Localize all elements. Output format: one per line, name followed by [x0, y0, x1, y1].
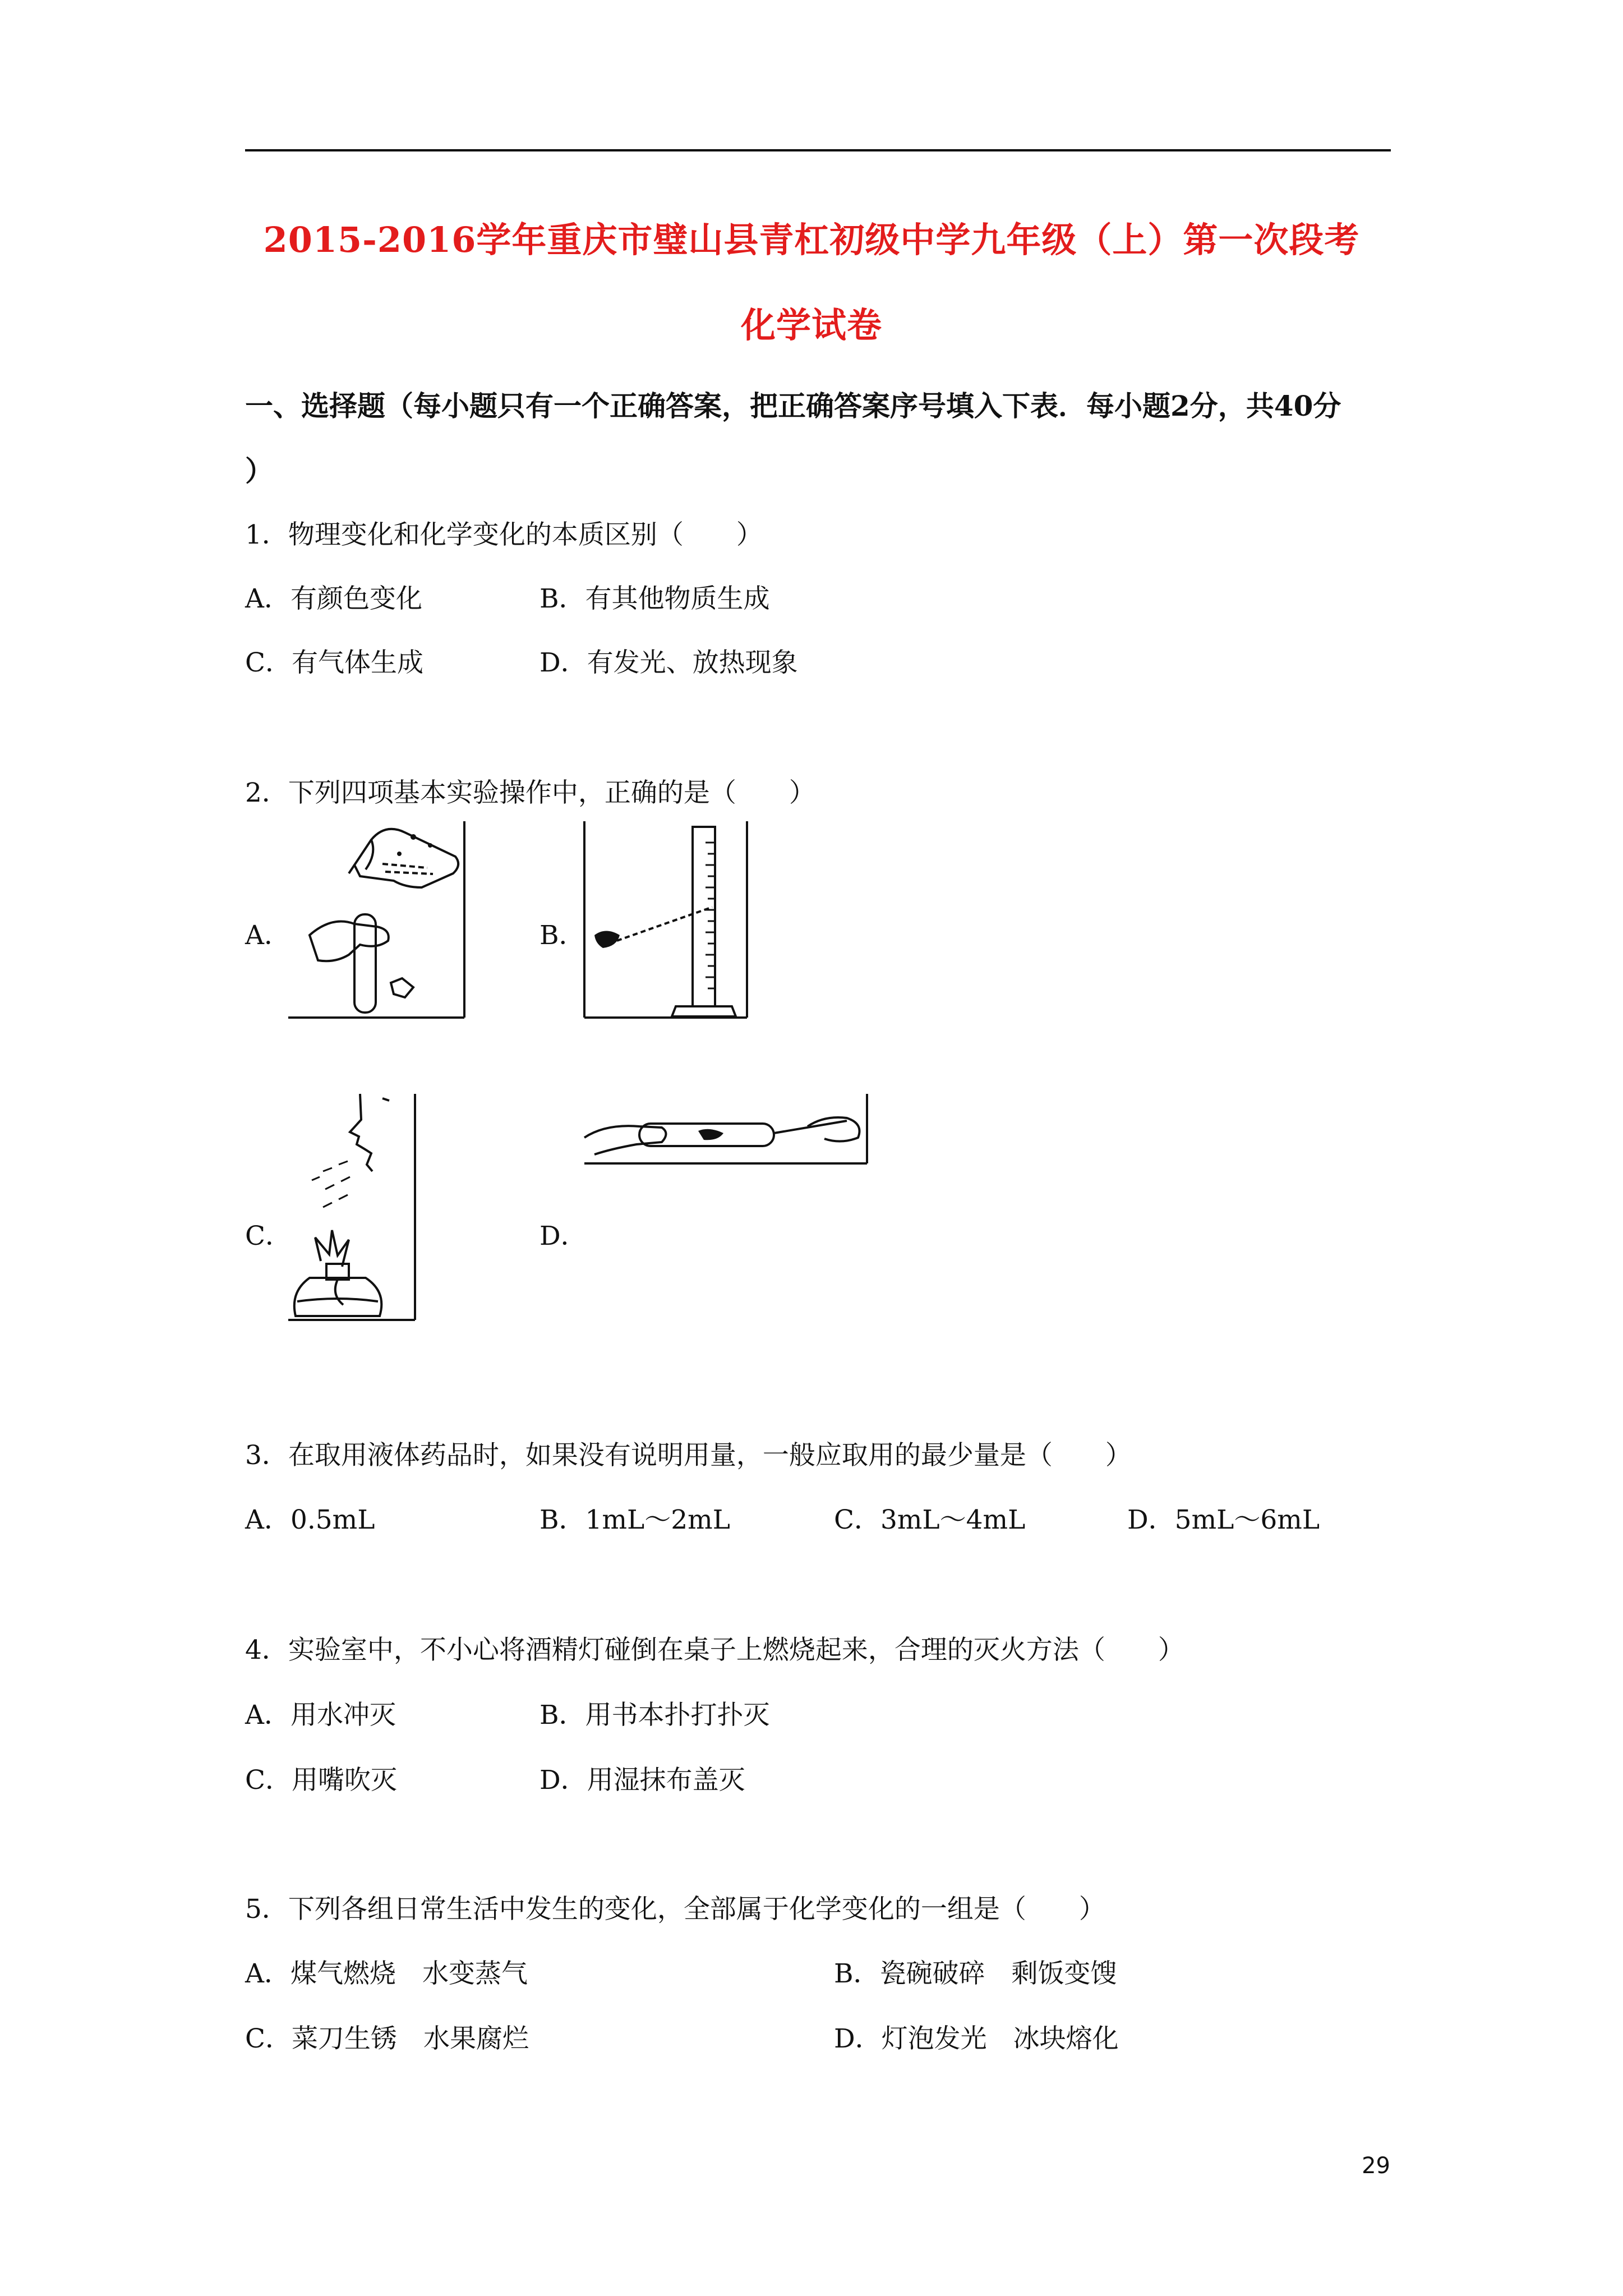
question-2-option-a: A．	[245, 920, 291, 951]
question-3-option-c: C．3mL～4mL	[834, 1504, 1026, 1535]
question-2-option-b: B．	[540, 920, 585, 951]
question-2-stem: 2．下列四项基本实验操作中，正确的是（ ）	[245, 777, 815, 808]
section-heading: 一、选择题（每小题只有一个正确答案，把正确答案序号填入下表．每小题2分，共40分	[245, 389, 1341, 422]
blowing-out-alcohol-lamp-figure	[287, 1093, 417, 1323]
question-5-option-b: B．瓷碗破碎 剩饭变馊	[834, 1958, 1117, 1989]
page-number: 29	[1362, 2153, 1390, 2179]
question-5-stem: 5．下列各组日常生活中发生的变化，全部属于化学变化的一组是（ ）	[245, 1894, 1105, 1925]
question-4-option-d: D．用湿抹布盖灭	[540, 1765, 745, 1796]
question-4-option-a: A．用水冲灭	[245, 1700, 396, 1731]
question-4-stem: 4．实验室中，不小心将酒精灯碰倒在桌子上燃烧起来，合理的灭火方法（ ）	[245, 1635, 1184, 1665]
header-rule	[245, 149, 1391, 151]
question-5-option-d: D．灯泡发光 冰块熔化	[834, 2023, 1119, 2054]
question-3-option-b: B．1mL～2mL	[540, 1504, 730, 1535]
question-5-option-a: A．煤气燃烧 水变蒸气	[245, 1958, 528, 1989]
question-1-option-a: A．有颜色变化	[245, 583, 422, 614]
question-1-stem: 1．物理变化和化学变化的本质区别（ ）	[245, 519, 763, 550]
question-4-option-c: C．用嘴吹灭	[245, 1765, 397, 1796]
test-tube-solid-addition-figure	[583, 1093, 869, 1166]
question-3-option-a: A．0.5mL	[245, 1504, 375, 1535]
question-1-option-c: C．有气体生成	[245, 647, 423, 678]
section-heading-cont: ）	[245, 454, 273, 487]
question-2-option-d: D．	[540, 1221, 587, 1251]
exam-subtitle: 化学试卷	[740, 305, 882, 346]
exam-title: 2015-2016学年重庆市璧山县青杠初级中学九年级（上）第一次段考	[263, 219, 1360, 260]
question-1-option-d: D．有发光、放热现象	[540, 647, 798, 678]
question-5-option-c: C．菜刀生锈 水果腐烂	[245, 2023, 529, 2054]
graduated-cylinder-reading-figure	[583, 820, 749, 1019]
question-1-option-b: B．有其他物质生成	[540, 583, 770, 614]
question-4-option-b: B．用书本扑打扑灭	[540, 1700, 770, 1731]
question-2-option-c: C．	[245, 1221, 292, 1251]
liquid-pouring-figure	[287, 820, 472, 1019]
question-3-option-d: D．5mL～6mL	[1127, 1504, 1320, 1535]
question-3-stem: 3．在取用液体药品时，如果没有说明用量，一般应取用的最少量是（ ）	[245, 1440, 1132, 1471]
